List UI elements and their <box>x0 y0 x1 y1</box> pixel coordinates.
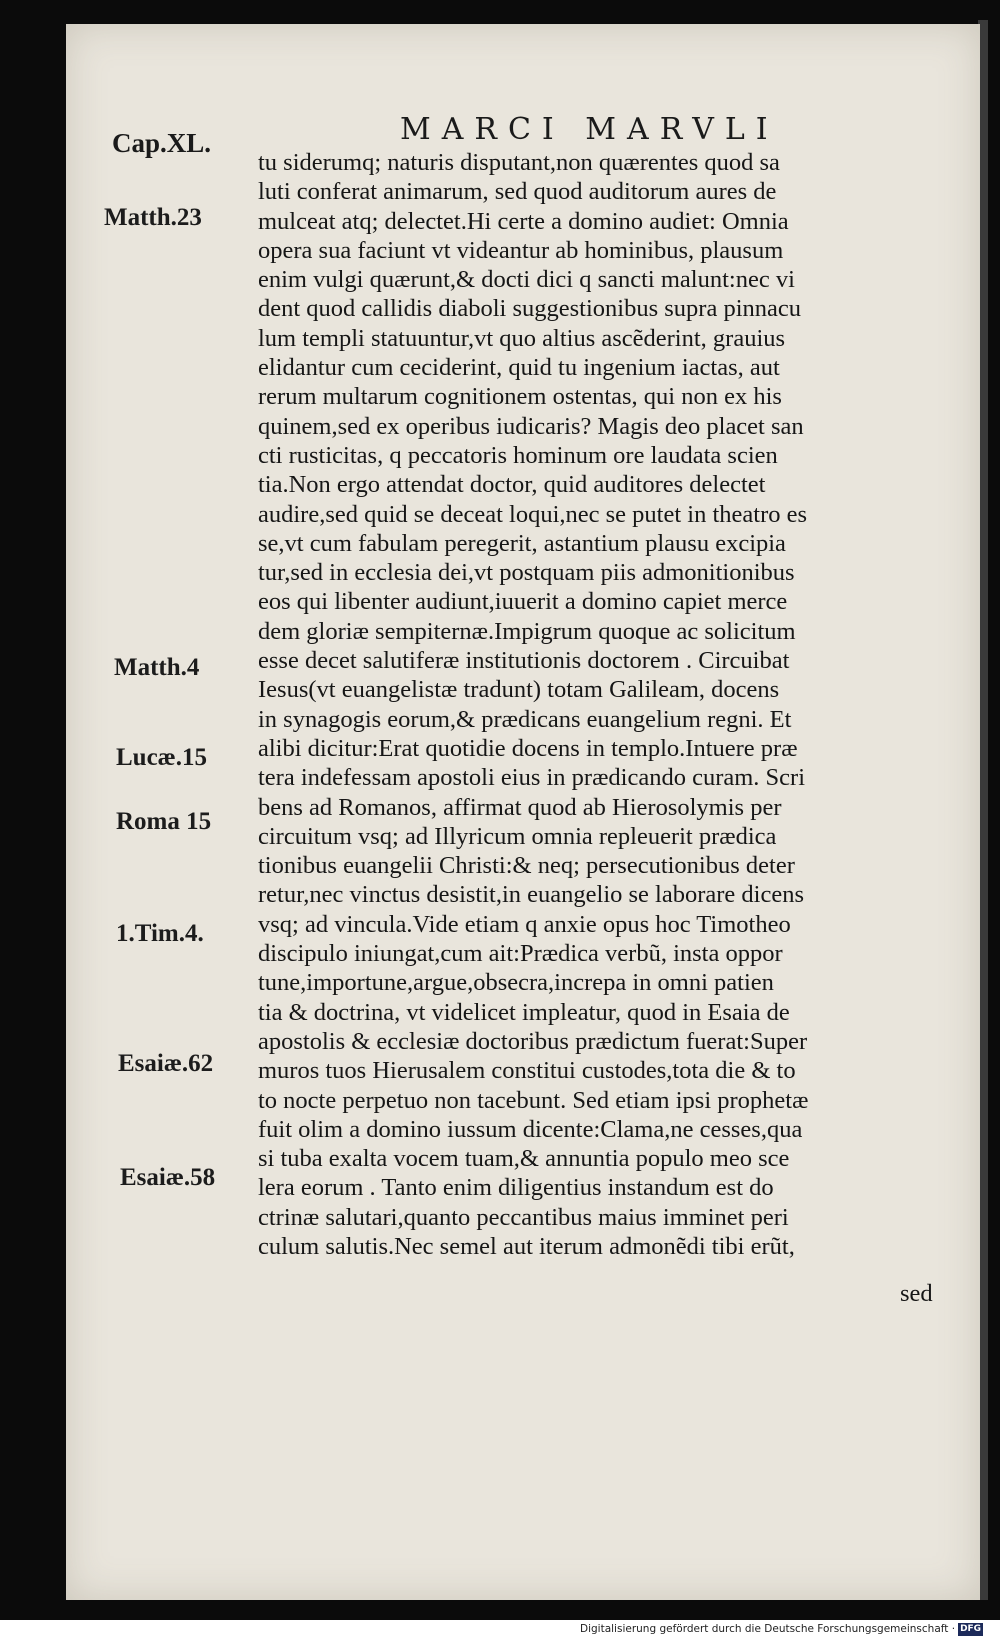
chapter-label: Cap.XL. <box>112 128 212 158</box>
digitization-credit <box>580 1620 1000 1639</box>
catchword: sed <box>900 1280 933 1307</box>
margin-note: Roma 15 <box>116 808 212 835</box>
text-line: quinem,sed ex operibus iudicaris? Magis deo placet san <box>258 412 804 440</box>
text-line: apostolis & ecclesiæ doctoribus prædictum fuerat:Super <box>258 1027 808 1055</box>
text-line: fuit olim a domino iussum dicente:Clama,ne cesses,qua <box>258 1115 803 1143</box>
text-line: mulceat atq; delectet.Hi certe a domino audiet: Omnia <box>258 207 789 235</box>
text-line: dem gloriæ sempiternæ.Impigrum quoque ac solicitum <box>258 617 796 645</box>
text-line: se,vt cum fabulam peregerit, astantium plausu excipia <box>258 529 786 557</box>
credit-text: Digitalisierung gefördert durch die Deutsche Forschungsgemeinschaft · <box>580 1623 956 1635</box>
text-line: tionibus euangelii Christi:& neq; persecutionibus deter <box>258 852 795 880</box>
dfg-logo: DFG <box>960 1623 982 1634</box>
text-line: vsq; ad vincula.Vide etiam q anxie opus hoc Timotheo <box>258 910 791 938</box>
body-text <box>258 148 968 1261</box>
text-line: bens ad Romanos, affirmat quod ab Hierosolymis per <box>258 793 782 821</box>
margin-note: Matth.4 <box>114 654 200 681</box>
text-line: eos qui libenter audiunt,iuuerit a domino capiet merce <box>258 588 788 616</box>
text-line: esse decet salutiferæ institutionis doctorem . Circuibat <box>258 647 790 675</box>
text-line: elidantur cum ceciderint, quid tu ingenium iactas, aut <box>258 354 780 382</box>
text-line: ctrinæ salutari,quanto peccantibus maius imminet peri <box>258 1203 789 1231</box>
text-line: tu siderumq; naturis disputant,non quærentes quod sa <box>258 149 780 176</box>
text-line: audire,sed quid se deceat loqui,nec se putet in theatro es <box>258 500 808 528</box>
margin-note: Matth.23 <box>104 204 202 231</box>
text-line: tia & doctrina, vt videlicet impleatur, quod in Esaia de <box>258 998 790 1026</box>
text-line: tera indefessam apostoli eius in prædicando curam. Scri <box>258 764 806 792</box>
text-line: muros tuos Hierusalem constitui custodes,tota die & to <box>258 1057 796 1085</box>
text-line: enim vulgi quærunt,& docti dici q sancti malunt:nec vi <box>258 266 795 294</box>
margin-note: Lucæ.15 <box>116 744 207 771</box>
text-line: retur,nec vinctus desistit,in euangelio se laborare dicens <box>258 881 804 909</box>
text-line: tune,importune,argue,obsecra,increpa in omni patien <box>258 969 774 997</box>
text-line: culum salutis.Nec semel aut iterum admonẽdi tibi erũt, <box>258 1232 795 1260</box>
text-line: opera sua faciunt vt videantur ab hominibus, plausum <box>258 236 784 264</box>
text-line: luti conferat animarum, sed quod auditorum aures de <box>258 178 777 206</box>
running-head: MARCI MARVLI <box>400 112 779 147</box>
text-line: dent quod callidis diaboli suggestionibus supra pinnacu <box>258 295 802 323</box>
text-line: tur,sed in ecclesia dei,vt postquam piis admonitionibus <box>258 559 795 587</box>
text-line: Iesus(vt euangelistæ tradunt) totam Galileam, docens <box>258 676 780 704</box>
text-line: tia.Non ergo attendat doctor, quid auditores delectet <box>258 471 766 499</box>
margin-note: Esaiæ.58 <box>120 1164 216 1191</box>
text-line: in synagogis eorum,& prædicans euangelium regni. Et <box>258 705 792 733</box>
text-line: discipulo iniungat,cum ait:Prædica verbũ, insta oppor <box>258 940 783 968</box>
margin-note: Esaiæ.62 <box>118 1050 214 1077</box>
text-line: lera eorum . Tanto enim diligentius instandum est do <box>258 1174 774 1202</box>
text-line: lum templi statuuntur,vt quo altius ascẽderint, grauius <box>258 324 786 352</box>
margin-note: 1.Tim.4. <box>116 920 204 947</box>
text-line: circuitum vsq; ad Illyricum omnia repleuerit prædica <box>258 822 777 850</box>
text-line: rerum multarum cognitionem ostentas, qui non ex his <box>258 383 782 411</box>
text-line: alibi dicitur:Erat quotidie docens in templo.Intuere præ <box>258 734 798 762</box>
text-line: si tuba exalta vocem tuam,& annuntia populo meo sce <box>258 1145 790 1173</box>
text-line: cti rusticitas, q peccatoris hominum ore laudata scien <box>258 441 778 469</box>
text-line: to nocte perpetuo non tacebunt. Sed etiam ipsi prophetæ <box>258 1086 809 1114</box>
